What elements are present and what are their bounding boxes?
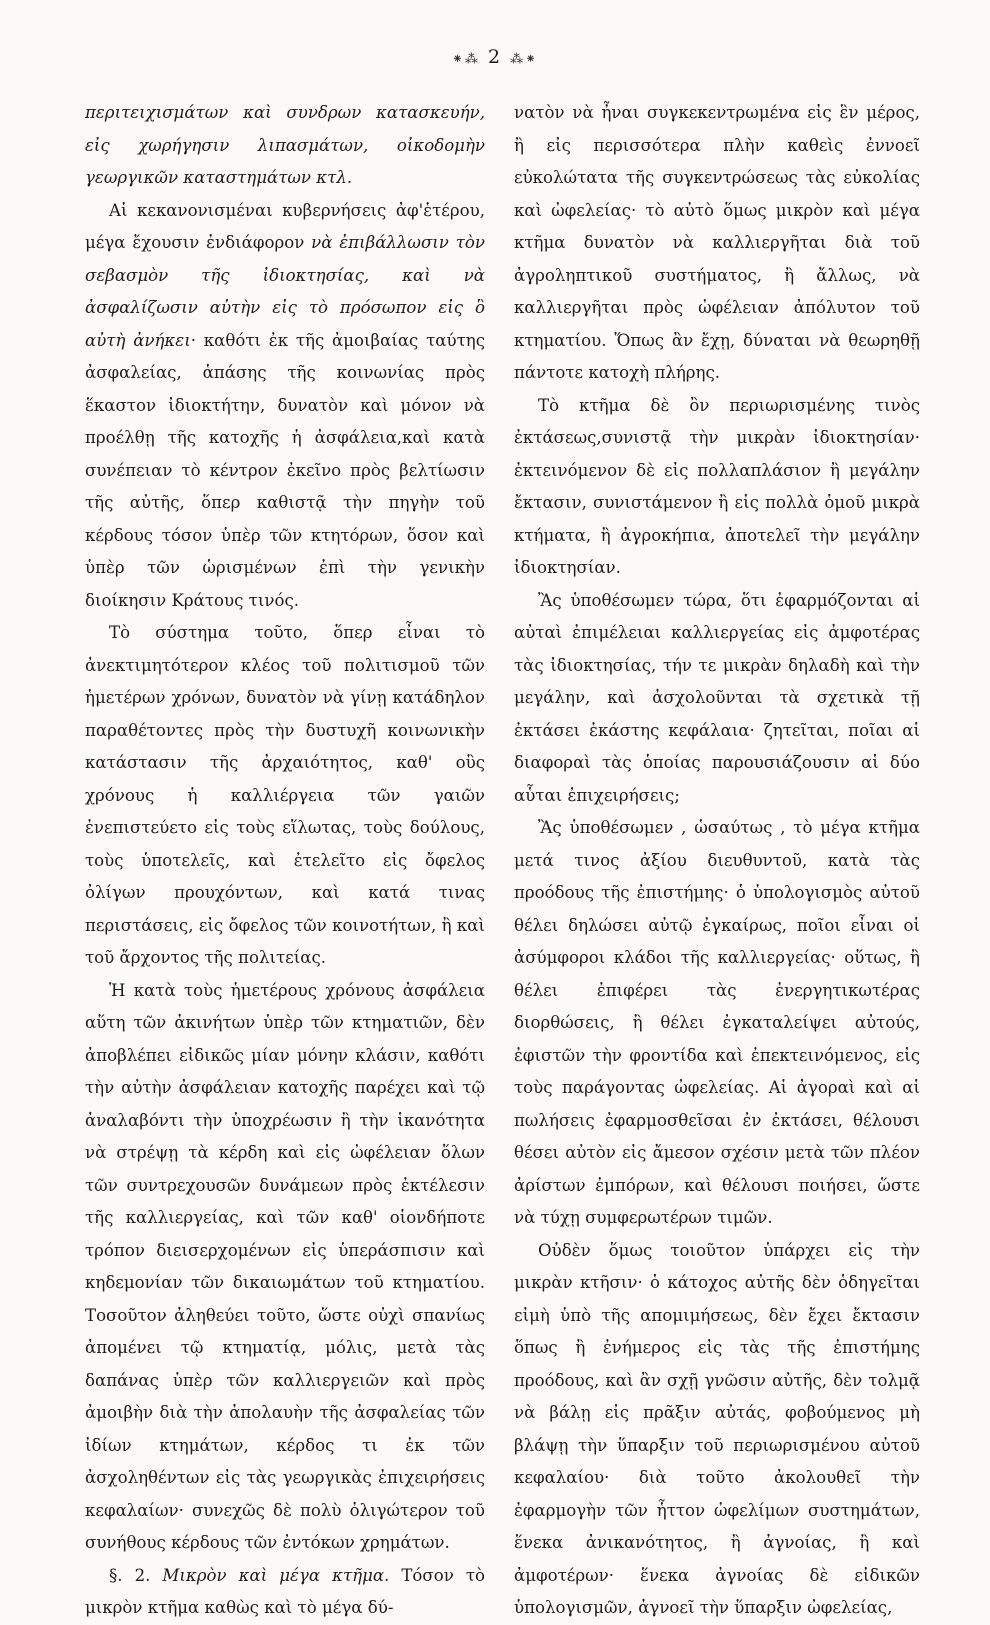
- paragraph-6: νατὸν νὰ ἦναι συγκεκεντρωμένα εἰς ἓν μέρος, ἢ εἰς περισσότερα πλὴν καθεὶς ἐννοεῖ εὐκολώτατα τῆς συγκεντρώσεως τὰς εὐκολίας καὶ ὠφελείας· τὸ αὐτὸ ὅμως μικρὸν καὶ μέγα κτῆμα δυνατὸν νὰ καλλιεργῆται διὰ τοῦ ἀγροληπτικοῦ συστήματος, ἢ ἄλλως, νὰ καλλιεργῆται πρὸς ὠφέλειαν ἀπόλυτον τοῦ κτηματίου. Ὅπως ἂν ἔχῃ, δύναται νὰ θεωρηθῇ πάντοτε κατοχὴ πλήρης.: [514, 103, 920, 382]
- ornament-right-icon: ⁂⁕: [510, 52, 538, 67]
- paragraph-10: Οὐδὲν ὅμως τοιοῦτον ὑπάρχει εἰς τὴν μικρὰν κτῆσιν· ὁ κάτοχος αὐτῆς δὲν ὁδηγεῖται εἰμὴ ὑπὸ τῆς απομιμήσεως, δὲν ἔχει ἔκτασιν ὅπως ἢ ἐνήμερος εἰς τὰς τῆς ἐπιστήμης προόδους, καὶ ἂν σχῇ γνῶσιν αὐτῆς, δὲν τολμᾷ νὰ βάλῃ εἰς πρᾶξιν αὐτάς, φοβούμενος μὴ βλάψῃ τὴν ὕπαρξιν τοῦ περιωρισμένου αὐτοῦ κεφαλαίου· διὰ τοῦτο ἀκολουθεῖ τὴν ἐφαρμογὴν τῶν ἧττον ὠφελίμων συστημάτων, ἕνεκα ἀνικανότητος, ἢ ἀγνοίας, ἢ καὶ ἀμφοτέρων· ἕνεκα ἀγνοίας δὲ εἰδικῶν ὑπολογισμῶν, ἀγνοεῖ τὴν ὕπαρξιν ὠφελείας,: [514, 1240, 920, 1617]
- page-number: 2: [487, 46, 503, 68]
- paragraph-2: [85, 195, 485, 618]
- page-header: [0, 46, 990, 68]
- right-column: [514, 97, 920, 1625]
- paragraph-5: [85, 1560, 485, 1625]
- section-number: §. 2.: [109, 1565, 163, 1585]
- paragraph-1: περιτειχισμάτων καὶ συνδρων κατασκευήν, εἰς χωρήγησιν λιπασμάτων, οἰκοδομὴν γεωργικῶν καταστημάτων κτλ.: [85, 103, 485, 187]
- paragraph-2-c: · καθότι ἐκ τῆς ἀμοιβαίας ταύτης ἀσφαλείας, ἁπάσης τῆς κοινωνίας πρὸς ἕκαστον ἰδιοκτήτην, δυνατὸν καὶ μόνον νὰ προέλθῃ τῆς κατοχῆς ἡ ἀσφάλεια,καὶ κατὰ συνέπειαν τὸ κέντρον ἐκεῖνο πρὸς βελτίωσιν τῆς αὐτῆς, ὅπερ καθιστᾷ τὴν πηγὴν τοῦ κέρδους τόσον ὑπὲρ τῶν κτητόρων, ὅσον καὶ ὑπὲρ τῶν ὡρισμένων ἐπὶ τὴν γενικὴν διοίκησιν Κράτους τινός.: [85, 330, 486, 610]
- paragraph-2-emphasis: νὰ ἐπιβάλλωσιν τὸν σεβασμὸν τῆς ἰδιοκτησίας, καὶ νὰ ἀσφαλίζωσιν αὐτὴν εἰς τὸ πρόσωπον εἰς ὃ αὐτὴ ἀνήκει: [85, 233, 485, 350]
- paragraph-5-text: Τόσον τὸ μικρὸν κτῆμα καθὼς καὶ τὸ μέγα δύ-: [85, 1565, 485, 1617]
- paragraph-3: Τὸ σύστημα τοῦτο, ὅπερ εἶναι τὸ ἀνεκτιμητότερον κλέος τοῦ πολιτισμοῦ τῶν ἡμετέρων χρόνων, δυνατὸν νὰ γίνῃ κατάδηλον παραθέτοντες πρὸς τὴν δυστυχῆ κοινωνικὴν κατάστασιν τῆς ἀρχαιότητος, καθ' οὓς χρόνους ἡ καλλιέργεια τῶν γαιῶν ἐνεπιστεύετο εἰς τοὺς εἵλωτας, τοὺς δούλους, τοὺς ὑποτελεῖς, καὶ ἐτελεῖτο εἰς ὄφελος ὀλίγων προυχόντων, καὶ κατά τινας περιστάσεις, εἰς ὄφελος τῶν κοινοτήτων, ἢ καὶ τοῦ ἄρχοντος τῆς πολιτείας.: [85, 623, 485, 967]
- ornament-left-icon: ⁕⁂: [452, 52, 480, 67]
- paragraph-8: Ἂς ὑποθέσωμεν τώρα, ὅτι ἐφαρμόζονται αἱ αὐταὶ ἐπιμέλειαι καλλιεργείας εἰς ἀμφοτέρας τὰς ἰδιοκτησίας, τήν τε μικρὰν δηλαδὴ καὶ τὴν μεγάλην, καὶ ἀσχολοῦνται τὰ σχετικὰ τῇ ἐκτάσει ἑκάστης κεφάλαια· ζητεῖται, ποῖαι αἱ διαφοραὶ τὰς ὁποίας παρουσιάζουσιν αἱ δύο αὗται ἐπιχειρήσεις;: [514, 590, 920, 805]
- paragraph-7: Τὸ κτῆμα δὲ ὂν περιωρισμένης τινὸς ἐκτάσεως,συνιστᾷ τὴν μικρὰν ἰδιοκτησίαν· ἐκτεινόμενον δὲ εἰς πολλαπλάσιον ἢ μεγάλην ἔκτασιν, συνιστάμενον ἢ εἰς πολλὰ ὁμοῦ μικρὰ κτήματα, ἢ ἀγροκήπια, ἀποτελεῖ τὴν μεγάλην ἰδιοκτησίαν.: [514, 395, 920, 577]
- paragraph-4: Ἡ κατὰ τοὺς ἡμετέρους χρόνους ἀσφάλεια αὕτη τῶν ἀκινήτων ὑπὲρ τῶν κτηματιῶν, δὲν ἀποβλέπει εἰδικῶς μίαν μόνην κλάσιν, καθότι τὴν αὐτὴν ἀσφάλειαν κατοχῆς παρέχει καὶ τῷ ἀναλαβόντι τὴν ὑποχρέωσιν ἢ τὴν ἱκανότητα νὰ στρέψῃ τὰ κέρδη καὶ εἰς ὠφέλειαν ὅλων τῶν συντρεχουσῶν δυνάμεων πρὸς ἐκτέλεσιν τῆς καλλιεργείας, καὶ τῶν καθ' οἱονδήποτε τρόπον διεισερχομένων εἰς ὑπεράσπισιν καὶ κηδεμονίαν τῶν δικαιωμάτων τοῦ κτηματίου. Τοσοῦτον ἀληθεύει τοῦτο, ὥστε οὐχὶ σπανίως ἀπομένει τῷ κτηματίᾳ, μόλις, μετὰ τὰς δαπάνας ὑπὲρ τῶν καλλιεργειῶν καὶ πρὸς ἀμοιβὴν διὰ τὴν ἀπολαυὴν τῆς ἀσφαλείας τῶν ἰδίων κτημάτων, κέρδος τι ἐκ τῶν ἀσχοληθέντων εἰς τὰς γεωργικὰς ἐπιχειρήσεις κεφαλαίων· συνεχῶς δὲ πολὺ ὀλιγώτερον τοῦ συνήθους κέρδους τῶν ἐντόκων χρημάτων.: [85, 980, 485, 1552]
- paragraph-2-a: Αἱ κεκανονισμέναι κυβερνήσεις ἀφ'ἑτέρου, μέγα ἔχουσιν ἐνδιάφορον: [85, 200, 485, 252]
- section-title: Μικρὸν καὶ μέγα κτῆμα.: [162, 1565, 390, 1585]
- paragraph-9: Ἂς ὑποθέσωμεν , ὡσαύτως , τὸ μέγα κτῆμα μετά τινος ἀξίου διευθυντοῦ, κατὰ τὰς προόδους τῆς ἐπιστήμης· ὁ ὑπολογισμὸς αὐτοῦ θέλει δηλώσει αὐτῷ ἐγκαίρως, ποῖοι εἶναι οἱ ἀσύμφοροι κλάδοι τῆς καλλιεργείας· οὕτως, ἢ θέλει ἐπιφέρει τὰς ἐνεργητικωτέρας διορθώσεις, ἢ θέλει ἐγκαταλείψει αὐτούς, ἐφιστῶν τὴν φροντίδα καὶ ἐπεκτεινόμενος, εἰς τοὺς παράγοντας ὠφελείας. Αἱ ἀγοραὶ καὶ αἱ πωλήσεις ἐφαρμοσθεῖσαι ἐν ἐκτάσει, θέλουσι θέσει αὐτὸν εἰς ἄμεσον σχέσιν μετὰ τῶν πλέον ἀρίστων ἐμπόρων, καὶ θέλουσι ποιήσει, ὥστε νὰ τύχῃ συμφερωτέρων τιμῶν.: [514, 818, 920, 1227]
- left-column: [85, 97, 485, 1625]
